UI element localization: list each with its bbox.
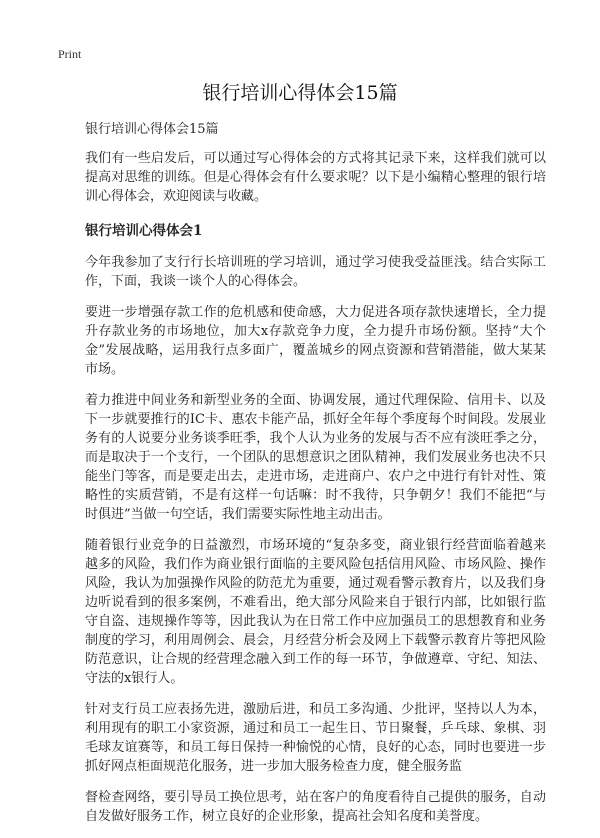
paragraph-4: 随着银行业竞争的日益激烈，市场环境的“复杂多变，商业银行经营面临着越来越多的风险，我们作为商业银行面临的主要风险包括信用风险、市场风险、操作风险，我认为加强操作风险的防范尤为重要，通过观看警示教育片，以及我们身边听说看到的很多案例，不难看出，绝大部分风险来自于银行内部，比如银行监守自盗、违规操作等等，因此我认为在日常工作中应加强员工的思想教育和业务制度的学习，利用周例会、晨会，月经营分析会及网上下载警示教育片等把风险防范意识，让合规的经营理念融入到工作的每一环节，争做遵章、守纪、知法、守法的x银行人。 (85, 538, 546, 686)
paragraph-3: 着力推进中间业务和新型业务的全面、协调发展，通过代理保险、信用卡、以及下一步就要推行的IC卡、惠农卡能产品，抓好全年每个季度每个时间段。发展业务有的人说要分业务谈季旺季，我个人认为业务的发展与否不应有淡旺季之分，而是取决于一个支行，一个团队的思想意识之团队精神，我们发展业务也决不只能坐门等客，而是要走出去，走进市场，走进商户、农户之中进行有针对性、策略性的实质营销，不是有这样一句话嘛：时不我待，只争朝夕！我们不能把“与时俱进”当做一句空话，我们需要实际性地主动出击。 (85, 393, 546, 522)
paragraph-1: 今年我参加了支行行长培训班的学习培训，通过学习使我受益匪浅。结合实际工作，下面，我谈一谈个人的心得体会。 (85, 255, 546, 289)
article-subtitle: 银行培训心得体会15篇 (85, 122, 219, 137)
page-title: 银行培训心得体会15篇 (202, 82, 398, 104)
intro-paragraph: 我们有一些启发后，可以通过写心得体会的方式将其记录下来，这样我们就可以提高对思维的训练。但是心得体会有什么要求呢？以下是小编精心整理的银行培训心得体会，欢迎阅读与收藏。 (85, 151, 546, 204)
section-heading: 银行培训心得体会1 (85, 223, 203, 239)
article-body (85, 120, 546, 838)
paragraph-6: 督检查网络，要引导员工换位思考，站在客户的角度看待自己提供的服务，自动自发做好服务工作，树立良好的企业形象，提高社会知名度和美誉度。 (85, 790, 546, 824)
print-label: Print (58, 47, 82, 61)
paragraph-5: 针对支行员工应表扬先进，激励后进，和员工多沟通、少批评，坚持以人为本，利用现有的职工小家资源，通过和员工一起生日、节日聚餐，乒乓球、象棋、羽毛球友谊赛等，和员工每日保持一种愉悦的心情，良好的心态，同时也要进一步抓好网点柜面规范化服务，进一步加大服务检查力度，健全服务监 (85, 702, 546, 774)
paragraph-2: 要进一步增强存款工作的危机感和使命感，大力促进各项存款快速增长，全力提升存款业务的市场地位，加大x存款竞争力度，全力提升市场份额。坚持“大个金”发展战略，运用我行点多面广，覆盖城乡的网点资源和营销潜能，做大某某市场。 (85, 305, 546, 377)
